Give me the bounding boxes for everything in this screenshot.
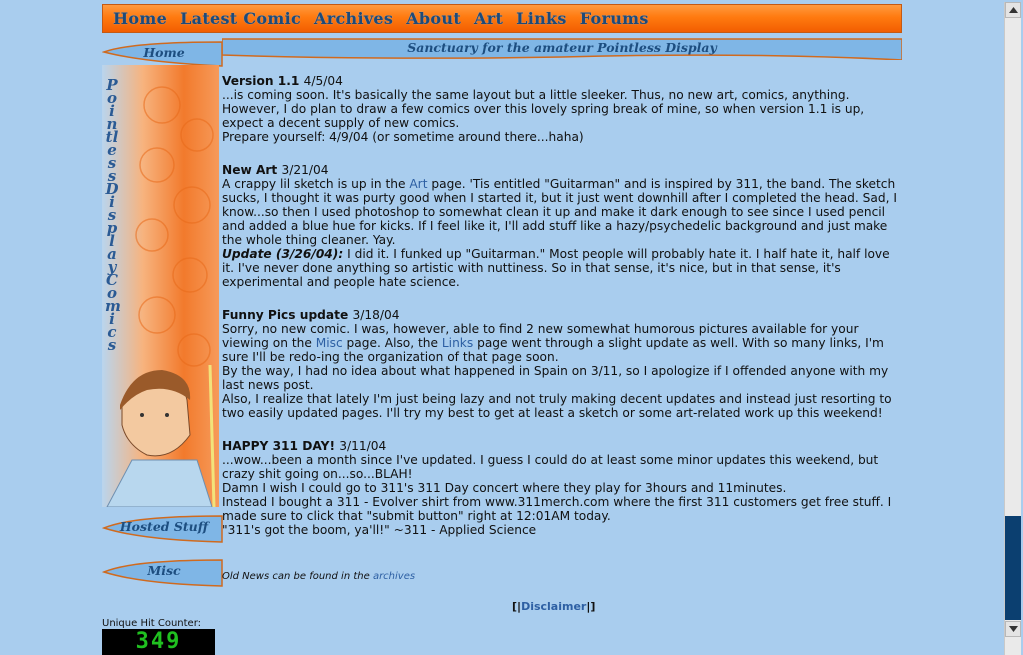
hit-counter: 349 xyxy=(102,629,215,655)
post-body: Also, I realize that lately I'm just being lazy and not truly making decent updates and instead just resorting to two easily updated pages. I'll try my best to get at least a sketch or some art-related work up this weekend! xyxy=(222,392,892,420)
update-text: I did it. I funked up "Guitarman." Most people will probably hate it. I half hate it, half love it. I've never done anything so artistic with nuttiness. So in that sense, it's nice, but in that sense, it's experimental and people hate science. xyxy=(222,247,890,289)
old-news-note xyxy=(222,571,415,582)
post-text: page went through a slight update as well. With so many links, I'm sure I'll be redo-ing the organization of that page soon. xyxy=(222,336,884,364)
news-post xyxy=(222,74,902,144)
side-tab-hosted-stuff-label: Hosted Stuff xyxy=(119,519,209,534)
nav-art-link[interactable]: Art xyxy=(474,9,504,28)
arrow-up-icon xyxy=(1009,7,1018,13)
post-heading xyxy=(222,308,902,322)
post-date: 3/11/04 xyxy=(339,439,387,453)
post-title: Version 1.1 xyxy=(222,74,300,88)
nav-latest-comic-link[interactable]: Latest Comic xyxy=(180,9,302,28)
bracket-left: [ xyxy=(512,600,518,613)
hit-counter-label: Unique Hit Counter: xyxy=(102,618,202,629)
post-text: page. 'Tis entitled "Guitarman" and is inspired by 311, the band. The sketch sucks, I thought it was purty good when I started it, but it just went downhill after I completed the head. Sad, I know...so then I used photoshop to somewhat clean it up and make it dark enough to see since I used pencil and added a blue hue for kicks. If I feel like it, I'll add stuff like a hazy/psychedelic background and just make the whole thing cleaner. Yay. xyxy=(222,177,897,247)
nav-home-link[interactable]: Home xyxy=(113,9,168,28)
side-tab-home-label: Home xyxy=(143,45,185,60)
vertical-scrollbar[interactable] xyxy=(1004,2,1021,655)
nav-archives-link[interactable]: Archives xyxy=(314,9,394,28)
scroll-down-button[interactable] xyxy=(1005,621,1021,637)
nav-about-link[interactable]: About xyxy=(406,9,462,28)
post-body: ...wow...been a month since I've updated. I guess I could do at least some minor updates this weekend, but crazy shit going on...so...BLAH! xyxy=(222,453,879,481)
disclaimer-link[interactable]: Disclaimer xyxy=(521,600,587,613)
post-body: Instead I bought a 311 - Evolver shirt from www.311merch.com where the first 311 customers get free stuff. I made sure to click that "submit button" right at 12:01AM today. xyxy=(222,495,892,523)
post-update xyxy=(222,247,902,289)
post-text: Sorry, no new comic. I was, however, able to find 2 new somewhat humorous pictures available for your viewing on the xyxy=(222,322,859,350)
post-title: Funny Pics update xyxy=(222,308,349,322)
post-heading xyxy=(222,439,902,453)
nav-links-link[interactable]: Links xyxy=(516,9,567,28)
news-post xyxy=(222,439,902,537)
scroll-up-button[interactable] xyxy=(1005,2,1021,18)
separator: | xyxy=(517,600,522,613)
side-tab-misc-label: Misc xyxy=(147,563,181,578)
top-nav-bar xyxy=(102,4,902,33)
news-content xyxy=(222,74,902,556)
post-body: By the way, I had no idea about what happened in Spain on 3/11, so I apologize if I offended anyone with my last news post. xyxy=(222,364,889,392)
nav-forums-link[interactable]: Forums xyxy=(579,9,649,28)
vertical-site-title: PointlessDisplay Comics xyxy=(105,76,122,354)
scroll-thumb[interactable] xyxy=(1005,516,1021,620)
post-body: Damn I wish I could go to 311's 311 Day concert where they play for 3hours and 11minutes. xyxy=(222,481,787,495)
post-heading xyxy=(222,74,902,88)
separator: | xyxy=(586,600,591,613)
post-body xyxy=(222,322,902,364)
archives-link[interactable]: archives xyxy=(372,571,416,582)
post-text: A crappy lil sketch is up in the xyxy=(222,177,410,191)
links-page-link[interactable]: Links xyxy=(441,336,474,350)
art-page-link[interactable]: Art xyxy=(409,177,428,191)
post-text: page. Also, the xyxy=(342,336,442,350)
post-title: New Art xyxy=(222,163,278,177)
disclaimer-footer xyxy=(512,600,595,613)
post-date: 3/21/04 xyxy=(281,163,329,177)
side-tab-home[interactable] xyxy=(102,40,222,68)
banner-tagline: Sanctuary for the amateur Pointless Display xyxy=(407,40,717,55)
post-body: Prepare yourself: 4/9/04 (or sometime around there...haha) xyxy=(222,130,584,144)
misc-page-link[interactable]: Misc xyxy=(315,336,343,350)
news-post xyxy=(222,308,902,420)
side-tab-misc[interactable] xyxy=(102,558,222,586)
arrow-down-icon xyxy=(1009,626,1018,632)
tagline-banner xyxy=(222,38,902,60)
side-art-panel xyxy=(102,65,219,507)
post-date: 4/5/04 xyxy=(303,74,343,88)
news-post xyxy=(222,163,902,289)
update-label: Update (3/26/04): xyxy=(222,247,344,261)
side-tab-hosted-stuff[interactable] xyxy=(102,514,222,542)
post-body: ...is coming soon. It's basically the same layout but a little sleeker. Thus, no new art, comics, anything. However, I do plan to draw a few comics over this lovely spring break of mine, so when version 1.1 is up, expect a decent supply of new comics. xyxy=(222,88,865,130)
post-title: HAPPY 311 DAY! xyxy=(222,439,336,453)
post-body: "311's got the boom, ya'll!" ~311 - Applied Science xyxy=(222,523,537,537)
post-date: 3/18/04 xyxy=(352,308,400,322)
post-body xyxy=(222,177,902,247)
post-heading xyxy=(222,163,902,177)
old-news-text: Old News can be found in the xyxy=(222,571,373,582)
bracket-right: ] xyxy=(590,600,596,613)
